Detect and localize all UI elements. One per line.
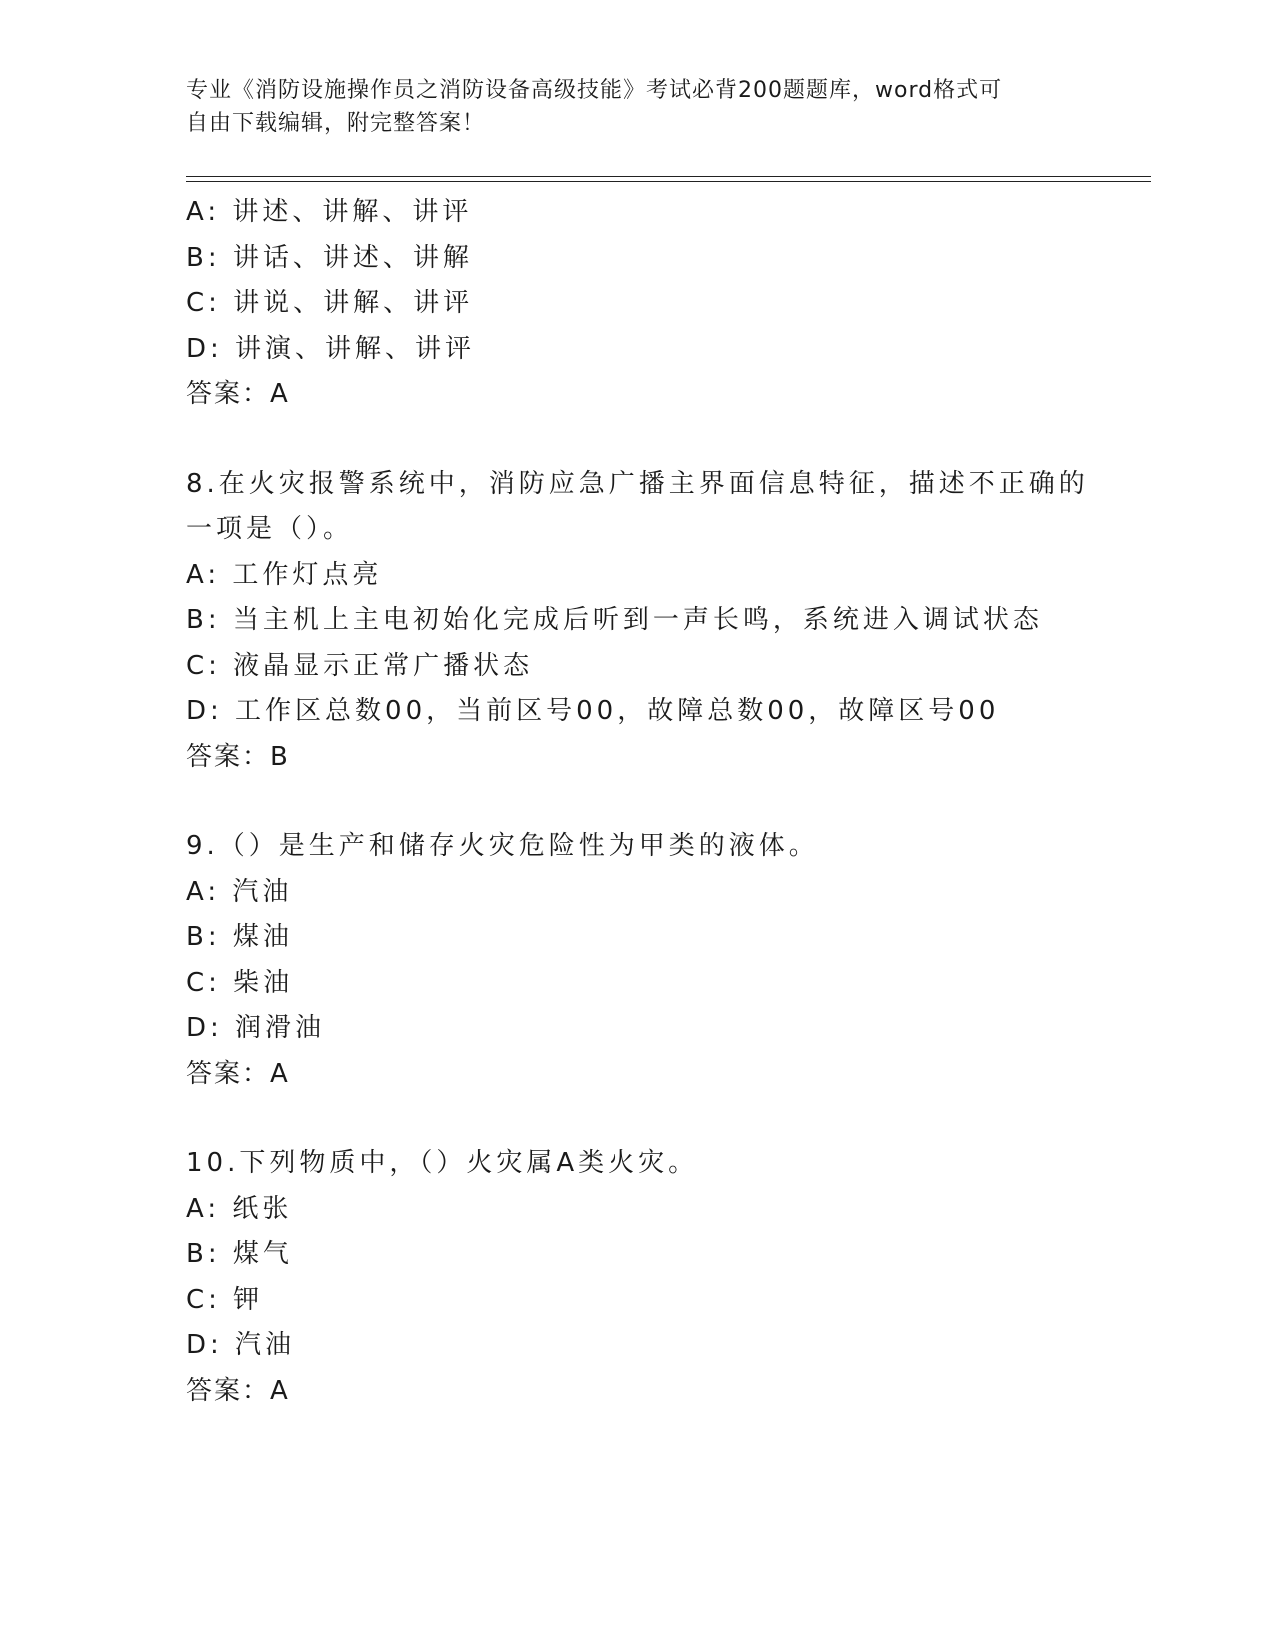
answer-line: 答案：A bbox=[186, 1058, 290, 1089]
option-c: C: 钾 bbox=[186, 1284, 264, 1315]
option-a: A: 工作灯点亮 bbox=[186, 559, 383, 590]
option-c: C: 柴油 bbox=[186, 967, 294, 998]
option-d: D: 汽油 bbox=[186, 1330, 296, 1360]
answer-line: 答案：A bbox=[186, 1375, 290, 1406]
option-c: C: 讲说、讲解、讲评 bbox=[186, 288, 474, 318]
option-d: D: 工作区总数00，当前区号00，故障总数00，故障区号00 bbox=[186, 696, 1000, 726]
option-d: D: 润滑油 bbox=[186, 1013, 326, 1043]
option-a: A: 纸张 bbox=[186, 1193, 293, 1224]
option-c: C: 液晶显示正常广播状态 bbox=[186, 650, 534, 681]
option-a: A: 讲述、讲解、讲评 bbox=[186, 197, 473, 227]
option-d: D: 讲演、讲解、讲评 bbox=[186, 333, 476, 364]
question-block-9 bbox=[186, 824, 1151, 1097]
option-b: B: 讲话、讲述、讲解 bbox=[186, 242, 473, 273]
option-a: A: 汽油 bbox=[186, 876, 293, 907]
question-text: 9.（）是生产和储存火灾危险性为甲类的液体。 bbox=[186, 831, 819, 861]
question-block-prev bbox=[186, 190, 1151, 418]
question-block-8 bbox=[186, 462, 1151, 781]
header-divider-top bbox=[186, 176, 1151, 177]
question-list bbox=[186, 190, 1151, 1414]
document-header bbox=[186, 74, 1066, 140]
spacer bbox=[186, 1097, 1151, 1141]
question-text: 8.在火灾报警系统中，消防应急广播主界面信息特征，描述不正确的 bbox=[186, 468, 1089, 499]
spacer bbox=[186, 418, 1151, 462]
spacer bbox=[186, 780, 1151, 824]
answer-line: 答案：A bbox=[186, 379, 290, 409]
option-b: B: 煤油 bbox=[186, 922, 293, 952]
question-text: 10.下列物质中，（）火灾属A类火灾。 bbox=[186, 1148, 699, 1178]
header-line-1: 专业《消防设施操作员之消防设备高级技能》考试必背200题题库，word格式可 bbox=[186, 78, 1003, 103]
question-block-10 bbox=[186, 1141, 1151, 1414]
answer-line: 答案：B bbox=[186, 741, 290, 772]
header-divider-bottom bbox=[186, 181, 1151, 182]
option-b: B: 当主机上主电初始化完成后听到一声长鸣，系统进入调试状态 bbox=[186, 605, 1043, 635]
question-text-cont: 一项是（）。 bbox=[186, 514, 354, 544]
header-line-2: 自由下载编辑，附完整答案！ bbox=[186, 111, 486, 136]
option-b: B: 煤气 bbox=[186, 1239, 293, 1269]
